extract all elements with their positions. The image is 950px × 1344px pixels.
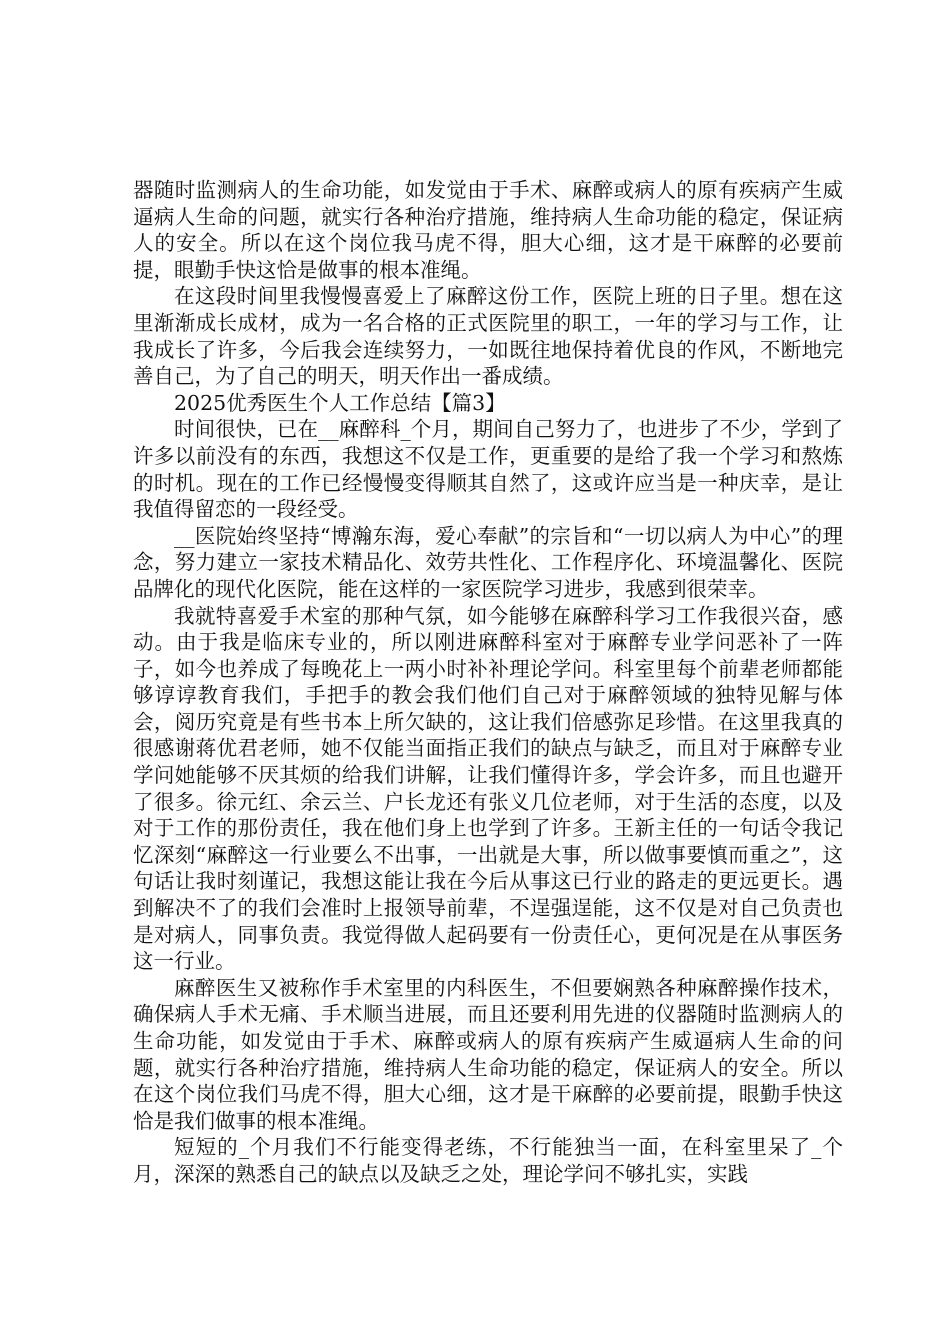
- paragraph-4: __医院始终坚持“博瀚东海，爱心奉献”的宗旨和“一切以病人为中心”的理念，努力建立一家技术精品化、效劳共性化、工作程序化、环境温馨化、医院品牌化的现代化医院，能在这样的一家医院学习进步，我感到很荣幸。: [133, 523, 843, 601]
- paragraph-7: 短短的_个月我们不行能变得老练，不行能独当一面，在科室里呆了_个月，深深的熟悉自己的缺点以及缺乏之处，理论学问不够扎实，实践: [133, 1135, 843, 1186]
- paragraph-1: 器随时监测病人的生命功能，如发觉由于手术、麻醉或病人的原有疾病产生威逼病人生命的问题，就实行各种治疗措施，维持病人生命功能的稳定，保证病人的安全。所以在这个岗位我马虎不得，胆大心细，这才是干麻醉的必要前提，眼勤手快这恰是做事的根本准绳。: [133, 178, 843, 282]
- paragraph-2: 在这段时间里我慢慢喜爱上了麻醉这份工作，医院上班的日子里。想在这里渐渐成长成材，成为一名合格的正式医院里的职工，一年的学习与工作，让我成长了许多，今后我会连续努力，一如既往地保持着优良的作风，不断地完善自己，为了自己的明天，明天作出一番成绩。: [133, 284, 843, 389]
- paragraph-6: 麻醉医生又被称作手术室里的内科医生，不但要娴熟各种麻醉操作技术，确保病人手术无痛、手术顺当进展，而且还要利用先进的仪器随时监测病人的生命功能，如发觉由于手术、麻醉或病人的原有疾病产生威逼病人生命的问题，就实行各种治疗措施，维持病人生命功能的稳定，保证病人的安全。所以在这个岗位我们马虎不得，胆大心细，这才是干麻醉的必要前提，眼勤手快这恰是我们做事的根本准绳。: [133, 975, 843, 1133]
- paragraph-5: 我就特喜爱手术室的那种气氛，如今能够在麻醉科学习工作我很兴奋，感动。由于我是临床专业的，所以刚进麻醉科室对于麻醉专业学问恶补了一阵子，如今也养成了每晚花上一两小时补补理论学问。科室里每个前辈老师都能够谆谆教育我们，手把手的教会我们他们自己对于麻醉领域的独特见解与体会，阅历究竟是有些书本上所欠缺的，这让我们倍感弥足珍惜。在这里我真的很感谢蒋优君老师，她不仅能当面指正我们的缺点与缺乏，而且对于麻醉专业学问她能够不厌其烦的给我们讲解，让我们懂得许多，学会许多，而且也避开了很多。徐元红、余云兰、户长龙还有张义几位老师，对于生活的态度，以及对于工作的那份责任，我在他们身上也学到了许多。王新主任的一句话令我记忆深刻“麻醉这一行业要么不出事，一出就是大事，所以做事要慎而重之”，这句话让我时刻谨记，我想这能让我在今后从事这已行业的路走的更远更长。遇到解决不了的我们会准时上报领导前辈，不逞强逞能，这不仅是对自己负责也是对病人，同事负责。我觉得做人起码要有一份责任心，更何况是在从事医务这一行业。: [133, 603, 843, 974]
- paragraph-3: 时间很快，已在__麻醉科_个月，期间自己努力了，也进步了不少，学到了许多以前没有的东西，我想这不仅是工作，更重要的是给了我一个学习和熬炼的时机。现在的工作已经慢慢变得顺其自然了，这或许应当是一种庆幸，是让我值得留恋的一段经受。: [133, 417, 843, 522]
- document-body: [133, 177, 843, 1188]
- section-heading: 2025优秀医生个人工作总结【篇3】: [174, 390, 506, 415]
